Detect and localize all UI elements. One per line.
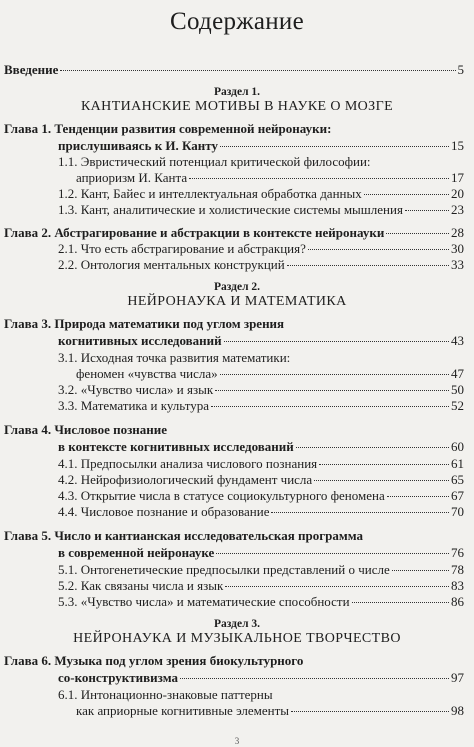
subsection-entry[interactable] — [58, 202, 464, 217]
subsection-entry[interactable] — [58, 488, 464, 503]
entry-title: в современной нейронауке — [58, 545, 215, 560]
dot-leader — [308, 249, 449, 250]
chapter-title[interactable]: Глава 1. Тенденции развития современной нейронауки: — [4, 121, 332, 136]
subsection-entry[interactable] — [58, 186, 464, 201]
toc-entry-intro[interactable] — [4, 62, 464, 77]
subsection-entry[interactable] — [58, 257, 464, 272]
subsection-entry[interactable] — [58, 241, 464, 256]
page-number: 98 — [451, 703, 464, 718]
entry-title: 2.1. Что есть абстрагирование и абстракция? — [58, 241, 306, 256]
chapter-entry-1[interactable] — [58, 138, 464, 153]
entry-title: 5.1. Онтогенетические предпосылки представлений о числе — [58, 562, 390, 577]
entry-title: в контексте когнитивных исследований — [58, 439, 294, 454]
dot-leader — [211, 406, 449, 407]
chapter-entry-4[interactable] — [58, 439, 464, 454]
entry-title: Введение — [4, 62, 59, 77]
page-number: 78 — [451, 562, 464, 577]
chapter-entry-2[interactable] — [4, 225, 464, 240]
dot-leader — [364, 194, 449, 195]
dot-leader — [314, 480, 449, 481]
entry-title: 4.3. Открытие числа в статусе социокультурного феномена — [58, 488, 385, 503]
entry-title: когнитивных исследований — [58, 333, 222, 348]
dot-leader — [291, 711, 449, 712]
dot-leader — [287, 265, 449, 266]
dot-leader — [225, 586, 449, 587]
subsection-entry[interactable] — [76, 366, 464, 381]
dot-leader — [60, 70, 455, 71]
page-number: 52 — [451, 398, 464, 413]
chapter-title[interactable]: Глава 3. Природа математики под углом зрения — [4, 316, 285, 331]
section-label: Раздел 3. — [213, 618, 261, 630]
dot-leader — [392, 570, 449, 571]
page-number: 50 — [451, 382, 464, 397]
page-number: 23 — [451, 202, 464, 217]
page-number: 97 — [451, 670, 464, 685]
subsection-title[interactable]: 3.1. Исходная точка развития математики: — [58, 350, 291, 365]
chapter-title[interactable]: Глава 4. Числовое познание — [4, 422, 168, 437]
subsection-entry[interactable] — [58, 504, 464, 519]
dot-leader — [387, 496, 449, 497]
dot-leader — [180, 678, 449, 679]
chapter-title[interactable]: Глава 6. Музыка под углом зрения биокультурного — [4, 653, 304, 668]
entry-title: 3.3. Математика и культура — [58, 398, 210, 413]
entry-title: 1.3. Кант, аналитические и холистические системы мышления — [58, 202, 403, 217]
subsection-entry[interactable] — [58, 456, 464, 471]
dot-leader — [386, 233, 449, 234]
page-number: 43 — [451, 333, 464, 348]
chapter-entry-6[interactable] — [58, 670, 464, 685]
dot-leader — [271, 512, 449, 513]
page-title: Содержание — [170, 8, 304, 35]
section-title: КАНТИАНСКИЕ МОТИВЫ В НАУКЕ О МОЗГЕ — [80, 99, 394, 114]
dot-leader — [220, 146, 449, 147]
entry-title: со-конструктивизма — [58, 670, 178, 685]
dot-leader — [215, 390, 449, 391]
entry-title: 4.4. Числовое познание и образование — [58, 504, 270, 519]
dot-leader — [296, 447, 449, 448]
subsection-entry[interactable] — [58, 562, 464, 577]
dot-leader — [352, 602, 449, 603]
entry-title: 4.2. Нейрофизиологический фундамент числа — [58, 472, 313, 487]
entry-title: 4.1. Предпосылки анализа числового познания — [58, 456, 318, 471]
page-number: 15 — [451, 138, 464, 153]
entry-title: 2.2. Онтология ментальных конструкций — [58, 257, 285, 272]
subsection-entry[interactable] — [76, 170, 464, 185]
dot-leader — [319, 464, 449, 465]
page-number: 28 — [451, 225, 464, 240]
page-number: 65 — [451, 472, 464, 487]
entry-title: Глава 2. Абстрагирование и абстракции в контексте нейронауки — [4, 225, 385, 240]
subsection-entry[interactable] — [58, 594, 464, 609]
entry-title: 5.3. «Чувство числа» и математические способности — [58, 594, 350, 609]
entry-title: прислушиваясь к И. Канту — [58, 138, 218, 153]
page-number: 61 — [451, 456, 464, 471]
page-number: 76 — [451, 545, 464, 560]
entry-title: априоризм И. Канта — [76, 170, 188, 185]
page-number: 5 — [457, 62, 464, 77]
dot-leader — [224, 341, 449, 342]
page-footer-number: 3 — [234, 736, 240, 746]
page-number: 20 — [451, 186, 464, 201]
dot-leader — [216, 553, 449, 554]
dot-leader — [405, 210, 449, 211]
chapter-entry-5[interactable] — [58, 545, 464, 560]
subsection-entry[interactable] — [58, 578, 464, 593]
entry-title: 5.2. Как связаны числа и язык — [58, 578, 224, 593]
subsection-entry[interactable] — [76, 703, 464, 718]
dot-leader — [189, 178, 449, 179]
entry-title: феномен «чувства числа» — [76, 366, 218, 381]
section-label: Раздел 1. — [213, 86, 261, 98]
chapter-entry-3[interactable] — [58, 333, 464, 348]
entry-title: как априорные когнитивные элементы — [76, 703, 290, 718]
page-number: 70 — [451, 504, 464, 519]
page-number: 33 — [451, 257, 464, 272]
subsection-title[interactable]: 1.1. Эвристический потенциал критической философии: — [58, 154, 371, 169]
dot-leader — [220, 374, 449, 375]
page-number: 60 — [451, 439, 464, 454]
chapter-title[interactable]: Глава 5. Число и кантианская исследовательская программа — [4, 528, 363, 543]
subsection-entry[interactable] — [58, 382, 464, 397]
subsection-entry[interactable] — [58, 398, 464, 413]
entry-title: 3.2. «Чувство числа» и язык — [58, 382, 214, 397]
page-number: 86 — [451, 594, 464, 609]
page-number: 17 — [451, 170, 464, 185]
section-label: Раздел 2. — [213, 281, 261, 293]
section-title: НЕЙРОНАУКА И МАТЕМАТИКА — [127, 294, 347, 309]
page-number: 47 — [451, 366, 464, 381]
entry-title: 1.2. Кант, Байес и интеллектуальная обработка данных — [58, 186, 362, 201]
page-number: 30 — [451, 241, 464, 256]
section-title: НЕЙРОНАУКА И МУЗЫКАЛЬНОЕ ТВОРЧЕСТВО — [73, 631, 401, 646]
subsection-entry[interactable] — [58, 472, 464, 487]
page-number: 67 — [451, 488, 464, 503]
page-number: 83 — [451, 578, 464, 593]
subsection-title[interactable]: 6.1. Интонационно-знаковые паттерны — [58, 687, 273, 702]
